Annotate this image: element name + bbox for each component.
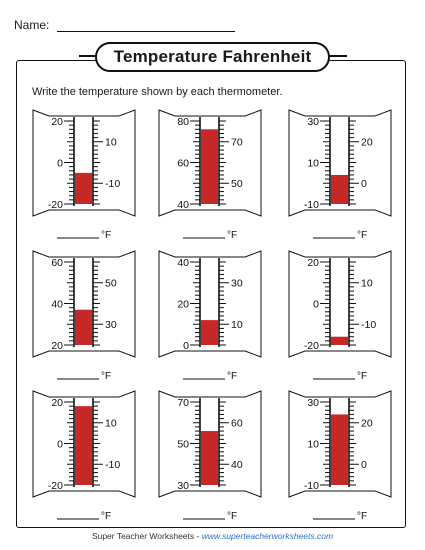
scale-label-left: -10	[303, 479, 319, 492]
scale-label-left: 20	[51, 339, 63, 352]
scale-label-left: 70	[177, 396, 189, 409]
mercury-fill	[75, 173, 92, 204]
scale-label-left: 20	[51, 396, 63, 409]
scale-label-right: 20	[361, 417, 373, 430]
scale-label-right: 20	[361, 136, 373, 149]
scale-label-right: 50	[105, 277, 117, 290]
unit-label: °F	[357, 511, 368, 522]
scale-label-left: 50	[177, 438, 189, 451]
page-title: Temperature Fahrenheit	[95, 42, 330, 72]
footer-brand: Super Teacher Worksheets -	[91, 531, 202, 541]
mercury-fill	[331, 337, 348, 345]
scale-label-left: 30	[307, 396, 319, 409]
unit-label: °F	[101, 230, 112, 241]
scale-label-right: 50	[231, 178, 243, 191]
scale-label-left: -20	[47, 479, 63, 492]
unit-label: °F	[227, 371, 238, 382]
mercury-fill	[331, 414, 348, 485]
unit-label: °F	[101, 371, 112, 382]
scale-label-left: 20	[177, 298, 189, 311]
scale-label-right: 0	[361, 459, 367, 472]
scale-label-left: 60	[51, 256, 63, 269]
footer	[0, 531, 425, 541]
scale-label-right: -10	[105, 459, 121, 472]
scale-label-right: 70	[231, 136, 243, 149]
scale-label-right: 30	[231, 277, 243, 290]
unit-label: °F	[227, 230, 238, 241]
scale-label-left: 20	[307, 256, 319, 269]
scale-label-right: 30	[105, 319, 117, 332]
scale-label-left: -10	[303, 198, 319, 211]
scale-label-left: 10	[307, 157, 319, 170]
scale-label-left: 20	[51, 115, 63, 128]
scale-label-left: -20	[47, 198, 63, 211]
mercury-fill	[201, 129, 218, 204]
unit-label: °F	[101, 511, 112, 522]
unit-label: °F	[227, 511, 238, 522]
unit-label: °F	[357, 371, 368, 382]
scale-label-left: 10	[307, 438, 319, 451]
scale-label-right: 40	[231, 459, 243, 472]
mercury-fill	[75, 406, 92, 485]
scale-label-left: 0	[57, 438, 63, 451]
scale-label-left: 30	[307, 115, 319, 128]
scale-label-right: 0	[361, 178, 367, 191]
scale-label-left: 30	[177, 479, 189, 492]
scale-label-right: 10	[105, 417, 117, 430]
scale-label-left: 40	[51, 298, 63, 311]
scale-label-left: 0	[57, 157, 63, 170]
scale-label-left: 40	[177, 256, 189, 269]
scale-label-left: -20	[303, 339, 319, 352]
scale-label-right: 10	[231, 319, 243, 332]
mercury-fill	[201, 431, 218, 485]
mercury-fill	[331, 175, 348, 204]
mercury-fill	[75, 310, 92, 345]
scale-label-left: 60	[177, 157, 189, 170]
footer-url[interactable]: www.superteacherworksheets.com	[201, 531, 334, 541]
mercury-fill	[201, 320, 218, 345]
scale-label-right: 10	[105, 136, 117, 149]
unit-label: °F	[357, 230, 368, 241]
scale-label-left: 0	[313, 298, 319, 311]
scale-label-right: -10	[361, 319, 377, 332]
scale-label-right: 60	[231, 417, 243, 430]
scale-label-left: 40	[177, 198, 189, 211]
scale-label-right: 10	[361, 277, 373, 290]
name-label: Name:	[14, 18, 50, 32]
scale-label-left: 0	[183, 339, 189, 352]
instructions-text: Write the temperature shown by each thermometer.	[32, 86, 283, 98]
scale-label-left: 80	[177, 115, 189, 128]
scale-label-right: -10	[105, 178, 121, 191]
